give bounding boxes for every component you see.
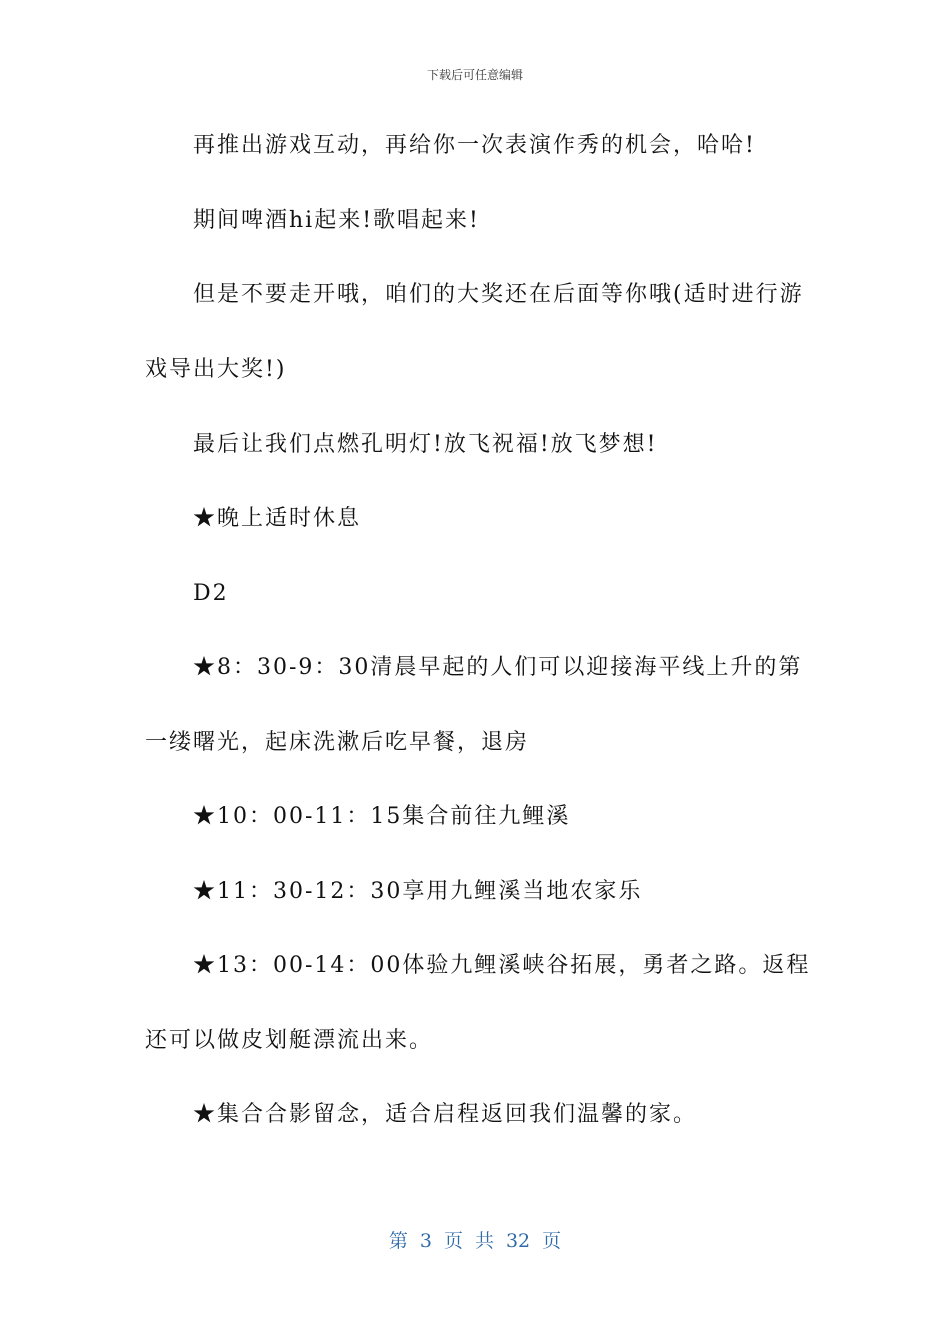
paragraph-line-9: 一缕曙光，起床洗漱后吃早餐，退房 [145,730,530,755]
paragraph-line-8: ★8：30-9：30清晨早起的人们可以迎接海平线上升的第 [193,655,803,680]
total-suffix: 页 [542,1230,562,1252]
paragraph-line-4: 戏导出大奖!) [145,357,287,382]
paragraph-line-11: ★11：30-12：30享用九鲤溪当地农家乐 [193,879,643,904]
paragraph-line-13: 还可以做皮划艇漂流出来。 [145,1028,434,1053]
paragraph-line-1: 再推出游戏互动，再给你一次表演作秀的机会，哈哈! [193,133,756,158]
paragraph-line-14: ★集合合影留念，适合启程返回我们温馨的家。 [193,1102,698,1127]
paragraph-line-3: 但是不要走开哦，咱们的大奖还在后面等你哦(适时进行游 [193,282,804,307]
paragraph-line-5: 最后让我们点燃孔明灯!放飞祝福!放飞梦想! [193,432,658,457]
page-prefix: 第 [388,1230,408,1252]
paragraph-line-2: 期间啤酒hi起来!歌唱起来! [193,208,480,233]
paragraph-line-10: ★10：00-11：15集合前往九鲤溪 [193,804,571,829]
paragraph-line-6: ★晚上适时休息 [193,506,362,531]
paragraph-line-12: ★13：00-14：00体验九鲤溪峡谷拓展，勇者之路。返程 [193,953,811,978]
page-header-note: 下载后可任意编辑 [426,68,523,82]
total-prefix: 共 [474,1230,494,1252]
total-pages: 32 [505,1230,531,1252]
section-heading-d2: D2 [193,581,229,606]
page-number: 3 [419,1230,432,1252]
page-mid: 页 [443,1230,463,1252]
page-footer [0,1226,950,1253]
